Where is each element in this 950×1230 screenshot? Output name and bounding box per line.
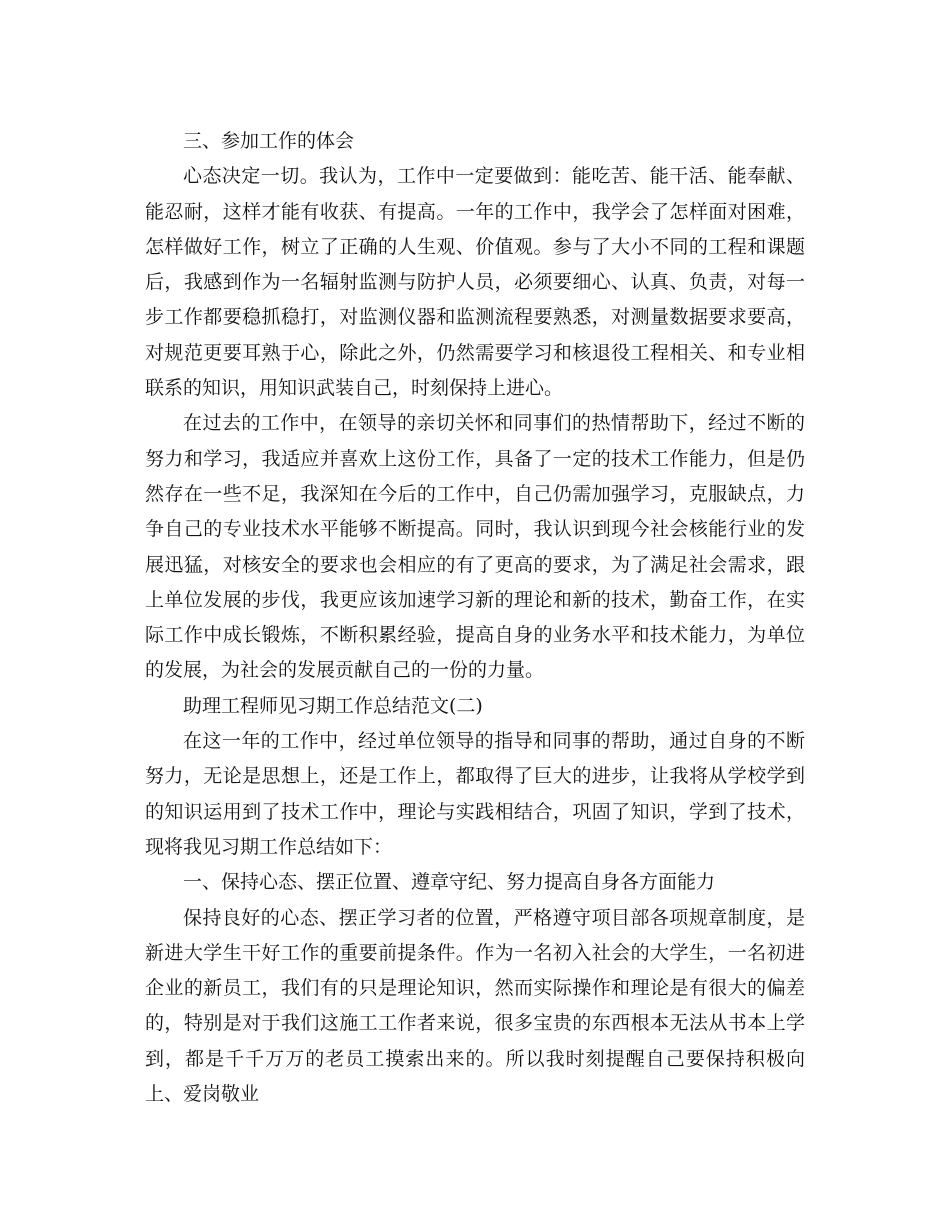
article-title-two: 助理工程师见习期工作总结范文(二) bbox=[183, 694, 483, 717]
paragraph-past-work: 在过去的工作中，在领导的亲切关怀和同事们的热情帮助下，经过不断的努力和学习，我适应并喜欢上这份工作，具备了一定的技术工作能力，但是仍然存在一些不足，我深知在今后的工作中，自己仍需加强学习，克服缺点，力争自己的专业技术水平能够不断提高。同时，我认识到现今社会核能行业的发展迅猛，对核安全的要求也会相应的有了更高的要求，为了满足社会需求，跟上单位发展的步伐，我更应该加速学习新的理论和新的技术，勤奋工作，在实际工作中成长锻炼，不断积累经验，提高自身的业务水平和技术能力，为单位的发展，为社会的发展贡献自己的一份的力量。 bbox=[145, 412, 805, 682]
paragraph-intro: 在这一年的工作中，经过单位领导的指导和同事的帮助，通过自身的不断努力，无论是思想上，还是工作上，都取得了巨大的进步，让我将从学校学到的知识运用到了技术工作中，理论与实践相结合，巩固了知识，学到了技术，现将我见习期工作总结如下： bbox=[145, 730, 805, 858]
paragraph-attitude: 保持良好的心态、摆正学习者的位置，严格遵守项目部各项规章制度，是新进大学生干好工作的重要前提条件。作为一名初入社会的大学生，一名初进企业的新员工，我们有的只是理论知识，然而实际操作和理论是有很大的偏差的，特别是对于我们这施工工作者来说，很多宝贵的东西根本无法从书本上学到，都是千千万万的老员工摸索出来的。所以我时刻提醒自己要保持积极向上、爱岗敬业 bbox=[145, 906, 805, 1106]
section-heading-experience: 三、参加工作的体会 bbox=[183, 130, 355, 152]
document-body bbox=[145, 124, 805, 1112]
paragraph-mindset: 心态决定一切。我认为，工作中一定要做到：能吃苦、能干活、能奉献、能忍耐，这样才能有收获、有提高。一年的工作中，我学会了怎样面对困难，怎样做好工作，树立了正确的人生观、价值观。参与了大小不同的工程和课题后，我感到作为一名辐射监测与防护人员，必须要细心、认真、负责，对每一步工作都要稳抓稳打，对监测仪器和监测流程要熟悉，对测量数据要求要高，对规范更要耳熟于心，除此之外，仍然需要学习和核退役工程相关、和专业相联系的知识，用知识武装自己，时刻保持上进心。 bbox=[145, 165, 805, 400]
section-heading-attitude: 一、保持心态、摆正位置、遵章守纪、努力提高自身各方面能力 bbox=[183, 871, 716, 894]
